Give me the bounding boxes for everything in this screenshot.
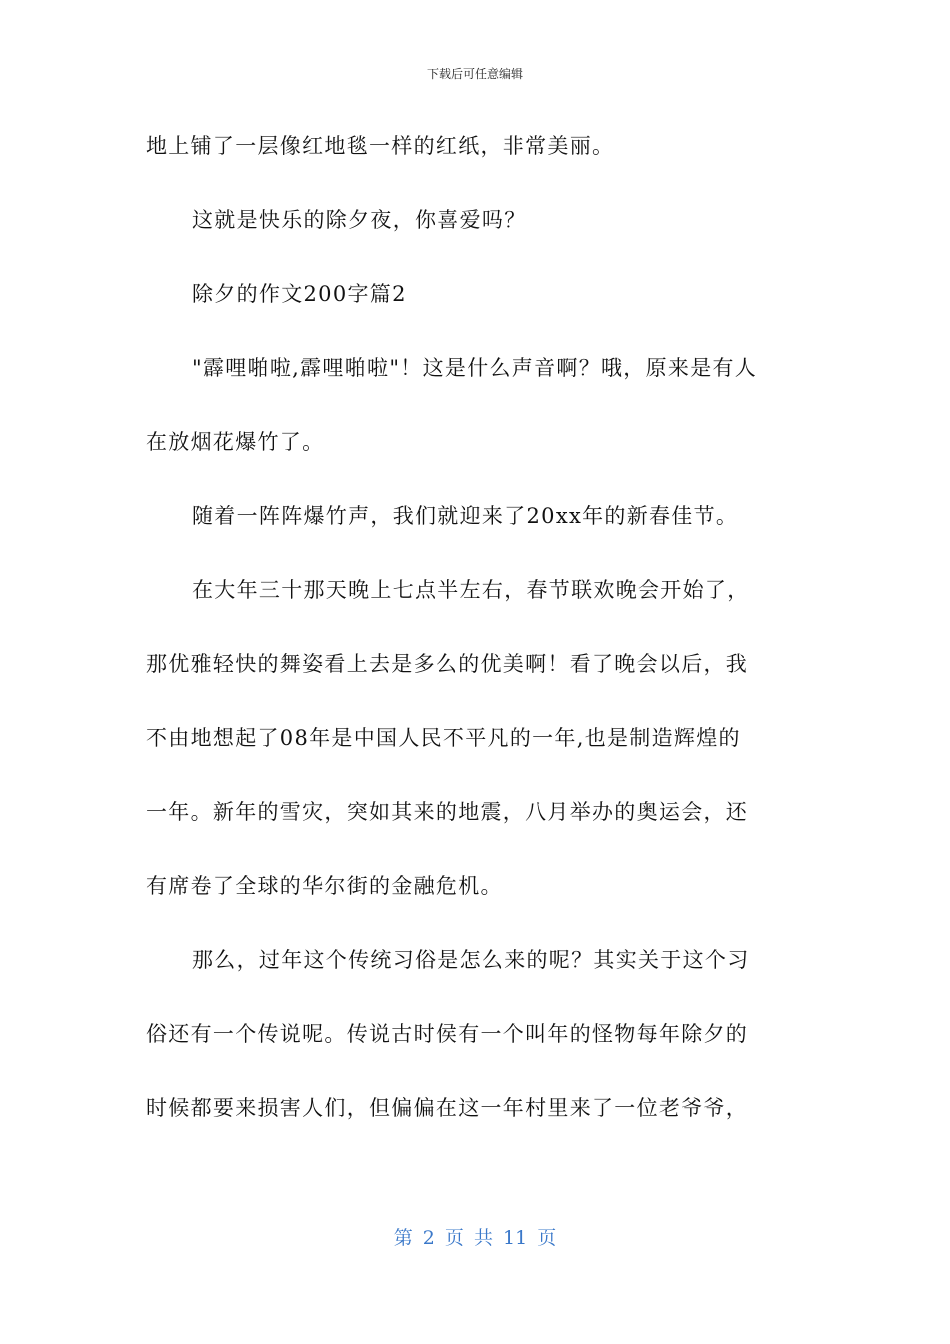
paragraph-line: 那么，过年这个传统习俗是怎么来的呢？其实关于这个习 (192, 948, 750, 972)
paragraph-line: 有席卷了全球的华尔街的金融危机。 (146, 874, 503, 898)
paragraph-line: 地上铺了一层像红地毯一样的红纸，非常美丽。 (146, 134, 615, 158)
paragraph-line: 那优雅轻快的舞姿看上去是多么的优美啊！看了晚会以后，我 (146, 652, 749, 676)
paragraph-line: 在放烟花爆竹了。 (146, 430, 325, 454)
document-body (146, 124, 806, 1160)
page-header: 下载后可任意编辑 (426, 67, 523, 81)
paragraph-line: 不由地想起了08年是中国人民不平凡的一年,也是制造辉煌的 (146, 726, 741, 750)
page-number-footer: 第 2 页 共 11 页 (393, 1227, 557, 1249)
paragraph-line: 俗还有一个传说呢。传说古时侯有一个叫年的怪物每年除夕的 (146, 1022, 749, 1046)
paragraph-line: 时候都要来损害人们，但偏偏在这一年村里来了一位老爷爷， (146, 1096, 749, 1120)
paragraph-line: 一年。新年的雪灾，突如其来的地震，八月举办的奥运会，还 (146, 800, 749, 824)
paragraph-line: 这就是快乐的除夕夜，你喜爱吗？ (192, 208, 527, 232)
section-heading: 除夕的作文200字篇2 (192, 282, 407, 306)
paragraph-line: 在大年三十那天晚上七点半左右，春节联欢晚会开始了， (192, 578, 750, 602)
paragraph-line: 随着一阵阵爆竹声，我们就迎来了20xx年的新春佳节。 (192, 504, 739, 528)
paragraph-line: "霹哩啪啦,霹哩啪啦"！这是什么声音啊？哦，原来是有人 (192, 356, 758, 380)
